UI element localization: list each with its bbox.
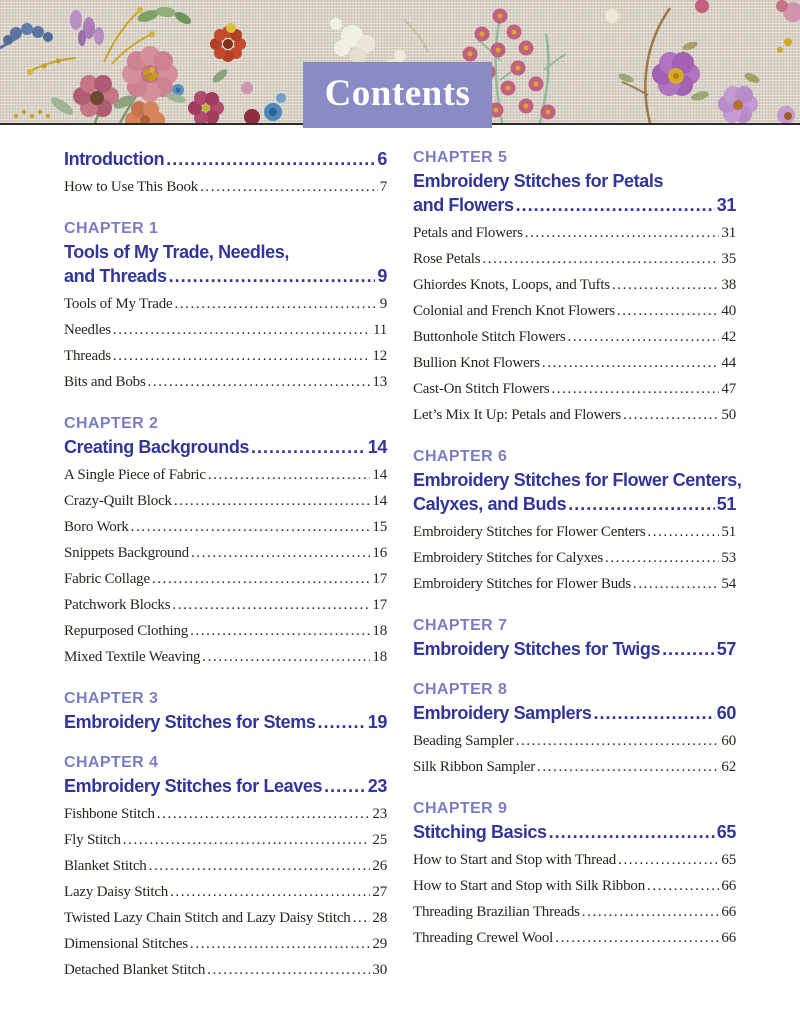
- entry-label: Needles: [64, 322, 111, 338]
- chapter-title-line: Tools of My Trade, Needles,: [64, 242, 289, 262]
- toc-entry: [64, 488, 387, 514]
- entry-page-number: 51: [721, 524, 736, 540]
- entry-page-number: 29: [372, 936, 387, 952]
- entry-label: Detached Blanket Stitch: [64, 962, 206, 978]
- toc-entry: [64, 931, 387, 957]
- entry-label: Fishbone Stitch: [64, 806, 155, 822]
- chapter-label: CHAPTER 7: [413, 617, 508, 634]
- toc-entry: [413, 899, 736, 925]
- dot-leader: [322, 774, 366, 798]
- toc-entry: [64, 801, 387, 827]
- dot-leader: [172, 488, 371, 514]
- entry-label: Beading Sampler: [413, 733, 514, 749]
- dot-leader: [621, 402, 719, 428]
- toc-entry: [413, 519, 736, 545]
- dot-leader: [198, 174, 378, 200]
- chapter-label: CHAPTER 5: [413, 149, 508, 166]
- entry-page-number: 9: [379, 296, 387, 312]
- dot-leader: [523, 220, 720, 246]
- toc-entry: [413, 246, 736, 272]
- dot-leader: [631, 571, 719, 597]
- toc-entry: [413, 376, 736, 402]
- entry-label: Lazy Daisy Stitch: [64, 884, 169, 900]
- dot-leader: [155, 801, 371, 827]
- entry-list: [64, 801, 387, 983]
- dot-leader: [315, 710, 365, 734]
- entry-page-number: 17: [372, 597, 387, 613]
- table-of-contents: [0, 125, 800, 983]
- chapter-title-text: and Flowers: [413, 195, 514, 215]
- dot-leader: [547, 820, 715, 844]
- entry-label: Threading Brazilian Threads: [413, 904, 580, 920]
- entry-page-number: 28: [372, 910, 387, 926]
- entry-label: Colonial and French Knot Flowers: [413, 303, 615, 319]
- chapter-page-number: 9: [377, 266, 387, 286]
- entry-page-number: 27: [372, 884, 387, 900]
- toc-entry: [413, 272, 736, 298]
- entry-page-number: 16: [372, 545, 387, 561]
- entry-page-number: 62: [721, 759, 736, 775]
- dot-leader: [249, 435, 366, 459]
- dot-leader: [540, 350, 720, 376]
- toc-entry: [413, 220, 736, 246]
- chapter-title-row: [64, 147, 387, 171]
- dot-leader: [615, 298, 719, 324]
- chapter-page-number: 23: [367, 776, 387, 796]
- entry-label: Embroidery Stitches for Calyxes: [413, 550, 604, 566]
- chapter-title-text: Stitching Basics: [413, 822, 547, 842]
- toc-entry: [64, 369, 387, 395]
- toc-section: [413, 798, 736, 951]
- entry-list: [413, 220, 736, 428]
- entry-page-number: 66: [721, 878, 736, 894]
- dot-leader: [660, 637, 715, 661]
- chapter-title-text: Introduction: [64, 149, 165, 169]
- toc-section: [64, 688, 387, 734]
- entry-label: How to Use This Book: [64, 179, 199, 195]
- entry-list: [413, 728, 736, 780]
- toc-section: [64, 218, 387, 395]
- entry-label: Tools of My Trade: [64, 296, 173, 312]
- toc-entry: [413, 324, 736, 350]
- entry-label: Silk Ribbon Sampler: [413, 759, 536, 775]
- dot-leader: [514, 728, 720, 754]
- toc-entry: [413, 925, 736, 951]
- dot-leader: [553, 925, 719, 951]
- chapter-page-number: 19: [367, 712, 387, 732]
- toc-entry: [64, 957, 387, 983]
- entry-label: Threading Crewel Wool: [413, 930, 554, 946]
- chapter-title-row: [64, 710, 387, 734]
- entry-page-number: 60: [721, 733, 736, 749]
- entry-label: Cast-On Stitch Flowers: [413, 381, 550, 397]
- entry-page-number: 40: [721, 303, 736, 319]
- toc-entry: [64, 540, 387, 566]
- entry-label: Dimensional Stitches: [64, 936, 188, 952]
- entry-page-number: 50: [721, 407, 736, 423]
- entry-page-number: 7: [379, 179, 387, 195]
- dot-leader: [189, 540, 370, 566]
- toc-section: [413, 147, 736, 428]
- toc-entry: [64, 644, 387, 670]
- dot-leader: [351, 905, 371, 931]
- toc-entry: [64, 343, 387, 369]
- contents-title-box: [303, 62, 492, 128]
- toc-entry: [64, 566, 387, 592]
- chapter-label: CHAPTER 2: [64, 415, 159, 432]
- chapter-title-text: Embroidery Stitches for Leaves: [64, 776, 323, 796]
- dot-leader: [549, 376, 719, 402]
- entry-page-number: 38: [721, 277, 736, 293]
- toc-entry: [413, 754, 736, 780]
- entry-label: Patchwork Blocks: [64, 597, 171, 613]
- entry-label: Embroidery Stitches for Flower Buds: [413, 576, 631, 592]
- dot-leader: [167, 264, 376, 288]
- entry-page-number: 35: [721, 251, 736, 267]
- flower-cluster-right: [605, 0, 800, 123]
- entry-label: Twisted Lazy Chain Stitch and Lazy Daisy Stitch: [64, 910, 351, 926]
- chapter-title-text: and Threads: [64, 266, 167, 286]
- dot-leader: [188, 931, 370, 957]
- entry-page-number: 14: [372, 467, 387, 483]
- toc-entry: [64, 174, 387, 200]
- entry-page-number: 23: [372, 806, 387, 822]
- entry-list: [64, 291, 387, 395]
- dot-leader: [111, 343, 370, 369]
- entry-page-number: 65: [721, 852, 736, 868]
- dot-leader: [129, 514, 371, 540]
- entry-list: [413, 519, 736, 597]
- toc-entry: [64, 291, 387, 317]
- toc-section: [64, 413, 387, 670]
- toc-entry: [64, 462, 387, 488]
- toc-entry: [64, 827, 387, 853]
- toc-entry: [413, 545, 736, 571]
- entry-list: [413, 847, 736, 951]
- entry-page-number: 54: [721, 576, 736, 592]
- entry-page-number: 26: [372, 858, 387, 874]
- chapter-title-row: [64, 774, 387, 798]
- chapter-title-row: [413, 701, 736, 725]
- toc-column-right: [413, 147, 742, 983]
- entry-label: Fabric Collage: [64, 571, 150, 587]
- chapter-page-number: 65: [716, 822, 736, 842]
- entry-page-number: 30: [372, 962, 387, 978]
- chapter-label: CHAPTER 9: [413, 800, 508, 817]
- chapter-page-number: 14: [367, 437, 387, 457]
- entry-label: Repurposed Clothing: [64, 623, 189, 639]
- dot-leader: [566, 324, 720, 350]
- dot-leader: [535, 754, 719, 780]
- entry-label: Rose Petals: [413, 251, 481, 267]
- chapter-label: CHAPTER 8: [413, 681, 508, 698]
- dot-leader: [610, 272, 719, 298]
- chapter-title-line: Embroidery Stitches for Petals: [413, 171, 664, 191]
- dot-leader: [206, 462, 371, 488]
- dot-leader: [616, 847, 719, 873]
- chapter-page-number: 31: [716, 195, 736, 215]
- entry-page-number: 66: [721, 930, 736, 946]
- entry-label: Boro Work: [64, 519, 129, 535]
- chapter-title-row: [413, 193, 736, 217]
- chapter-label: CHAPTER 6: [413, 448, 508, 465]
- dot-leader: [170, 592, 370, 618]
- dot-leader: [172, 291, 377, 317]
- entry-page-number: 11: [372, 322, 387, 338]
- entry-page-number: 66: [721, 904, 736, 920]
- entry-page-number: 47: [721, 381, 736, 397]
- entry-label: Threads: [64, 348, 111, 364]
- toc-section: [413, 615, 736, 661]
- flower-cluster-left: [0, 6, 260, 123]
- toc-entry: [64, 514, 387, 540]
- entry-label: Crazy-Quilt Block: [64, 493, 172, 509]
- toc-entry: [64, 592, 387, 618]
- toc-section: [64, 752, 387, 983]
- toc-entry: [64, 879, 387, 905]
- chapter-title-text: Embroidery Samplers: [413, 703, 592, 723]
- dot-leader: [150, 566, 370, 592]
- dot-leader: [164, 147, 375, 171]
- toc-entry: [64, 317, 387, 343]
- entry-page-number: 12: [372, 348, 387, 364]
- dot-leader: [580, 899, 720, 925]
- toc-section: [413, 446, 742, 597]
- toc-entry: [413, 873, 736, 899]
- entry-page-number: 18: [372, 649, 387, 665]
- dot-leader: [121, 827, 371, 853]
- entry-label: Embroidery Stitches for Flower Centers: [413, 524, 646, 540]
- dot-leader: [146, 369, 371, 395]
- chapter-label: CHAPTER 3: [64, 690, 159, 707]
- entry-page-number: 42: [721, 329, 736, 345]
- toc-section: [64, 147, 387, 200]
- dot-leader: [147, 853, 371, 879]
- dot-leader: [168, 879, 370, 905]
- chapter-page-number: 51: [716, 494, 736, 514]
- toc-entry: [413, 350, 736, 376]
- toc-section: [413, 679, 736, 780]
- entry-page-number: 14: [372, 493, 387, 509]
- toc-entry: [413, 298, 736, 324]
- entry-page-number: 15: [372, 519, 387, 535]
- entry-page-number: 25: [372, 832, 387, 848]
- toc-entry: [413, 402, 736, 428]
- toc-entry: [64, 905, 387, 931]
- entry-page-number: 31: [721, 225, 736, 241]
- toc-entry: [413, 728, 736, 754]
- chapter-title-text: Embroidery Stitches for Stems: [64, 712, 316, 732]
- dot-leader: [603, 545, 719, 571]
- entry-list: [64, 174, 387, 200]
- chapter-title-text: Creating Backgrounds: [64, 437, 250, 457]
- entry-label: A Single Piece of Fabric: [64, 467, 206, 483]
- toc-entry: [64, 618, 387, 644]
- toc-entry: [413, 571, 736, 597]
- entry-label: Bits and Bobs: [64, 374, 146, 390]
- entry-label: Mixed Textile Weaving: [64, 649, 201, 665]
- entry-label: Ghiordes Knots, Loops, and Tufts: [413, 277, 610, 293]
- entry-label: How to Start and Stop with Silk Ribbon: [413, 878, 645, 894]
- chapter-page-number: 57: [716, 639, 736, 659]
- chapter-title-row: [413, 820, 736, 844]
- chapter-title-row: [413, 637, 736, 661]
- dot-leader: [591, 701, 714, 725]
- toc-entry: [64, 853, 387, 879]
- entry-label: Fly Stitch: [64, 832, 121, 848]
- toc-entry: [413, 847, 736, 873]
- chapter-title-text: Embroidery Stitches for Twigs: [413, 639, 661, 659]
- page-title: Contents: [324, 72, 471, 114]
- dot-leader: [205, 957, 370, 983]
- chapter-title-row: [64, 264, 387, 288]
- entry-list: [64, 462, 387, 670]
- chapter-title-row: [413, 492, 736, 516]
- entry-label: Bullion Knot Flowers: [413, 355, 540, 371]
- entry-label: Snippets Background: [64, 545, 189, 561]
- dot-leader: [514, 193, 715, 217]
- chapter-page-number: 6: [377, 149, 387, 169]
- dot-leader: [111, 317, 371, 343]
- dot-leader: [645, 519, 719, 545]
- entry-label: Let’s Mix It Up: Petals and Flowers: [413, 407, 621, 423]
- dot-leader: [645, 873, 719, 899]
- chapter-label: CHAPTER 4: [64, 754, 159, 771]
- entry-page-number: 44: [721, 355, 736, 371]
- dot-leader: [188, 618, 370, 644]
- chapter-title-line: Embroidery Stitches for Flower Centers,: [413, 470, 742, 490]
- embroidery-photo-banner: [0, 0, 800, 125]
- dot-leader: [480, 246, 719, 272]
- dot-leader: [200, 644, 370, 670]
- chapter-label: CHAPTER 1: [64, 220, 159, 237]
- toc-column-left: [64, 147, 387, 983]
- entry-page-number: 53: [721, 550, 736, 566]
- entry-page-number: 13: [372, 374, 387, 390]
- dot-leader: [566, 492, 715, 516]
- chapter-title-text: Calyxes, and Buds: [413, 494, 567, 514]
- chapter-title-row: [64, 435, 387, 459]
- entry-label: Blanket Stitch: [64, 858, 147, 874]
- entry-page-number: 17: [372, 571, 387, 587]
- entry-page-number: 18: [372, 623, 387, 639]
- chapter-page-number: 60: [716, 703, 736, 723]
- entry-label: How to Start and Stop with Thread: [413, 852, 617, 868]
- entry-label: Buttonhole Stitch Flowers: [413, 329, 566, 345]
- entry-label: Petals and Flowers: [413, 225, 523, 241]
